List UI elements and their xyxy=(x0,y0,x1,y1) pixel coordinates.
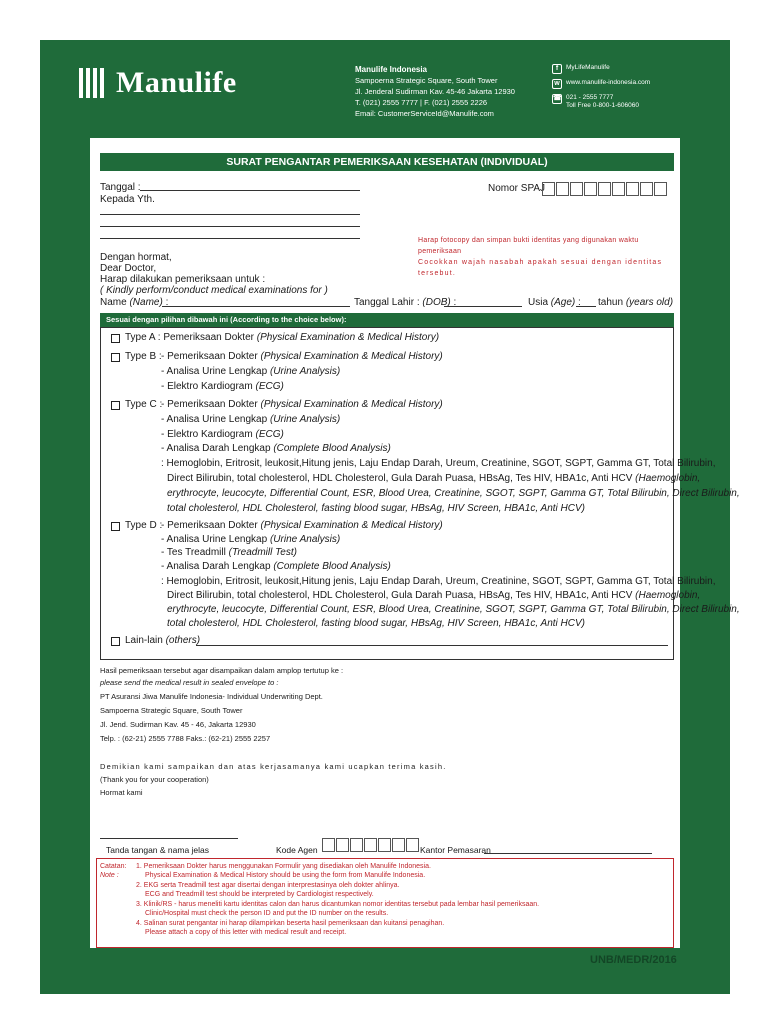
return-address: PT Asuransi Jiwa Manulife Indonesia- Individual Underwriting Dept. xyxy=(100,692,323,701)
catatan-label: Catatan: xyxy=(100,863,127,870)
name-field[interactable] xyxy=(162,306,350,307)
type-a-checkbox[interactable] xyxy=(111,334,120,343)
return-address: Sampoerna Strategic Square, South Tower xyxy=(100,706,243,715)
notice-line-1: Harap fotocopy dan simpan bukti identitas yang digunakan waktu pemeriksaan xyxy=(418,237,639,255)
header-social xyxy=(552,64,650,109)
type-d-blood-tests: Direct Bilirubin, total cholesterol, HDL Cholesterol, Gula Darah Puasa, HBsAg, Tes HIV, HBA1c, Anti HCV (Haemoglobin, xyxy=(167,590,701,601)
age-field[interactable] xyxy=(576,306,596,307)
return-contact: Telp. : (62-21) 2555 7788 Faks.: (62-21) 2555 2257 xyxy=(100,734,271,743)
type-b-item: - Pemeriksaan Dokter (Physical Examination & Medical History) xyxy=(161,351,443,362)
note-line: Please attach a copy of this letter with medical result and receipt. xyxy=(145,929,347,936)
type-d-item: - Analisa Urine Lengkap (Urine Analysis) xyxy=(161,534,341,545)
type-c-label: Type C : xyxy=(125,399,163,410)
notice-line-2: Cocokkan wajah nasabah apakah sesuai dengan identitas tersebut. xyxy=(418,259,663,277)
manulife-logo-icon xyxy=(78,68,108,98)
note-line: ECG and Treadmill test should be interpreted by Cardiologist respectively. xyxy=(145,891,374,898)
dob-field[interactable] xyxy=(444,306,522,307)
thanks-en: (Thank you for your cooperation) xyxy=(100,775,209,784)
age-unit: tahun (years old) xyxy=(598,297,674,308)
name-label: Name (Name) : xyxy=(100,297,169,308)
type-c-item: - Elektro Kardiogram (ECG) xyxy=(161,429,284,440)
left-border xyxy=(40,138,90,954)
signature-label: Tanda tangan & nama jelas xyxy=(106,845,210,855)
nomor-spaj-label: Nomor SPAJ xyxy=(488,183,546,194)
signature-line[interactable] xyxy=(100,838,238,839)
recipient-line-1[interactable] xyxy=(100,214,360,215)
others-field[interactable] xyxy=(196,645,668,646)
recipient-line-3[interactable] xyxy=(100,238,360,239)
type-d-blood-tests-en: total cholesterol, HDL Cholesterol, fasting blood sugar, HBsAg, HIV Screen, HBA1c, Anti HCV) xyxy=(167,618,585,629)
type-d-item: - Pemeriksaan Dokter (Physical Examination & Medical History) xyxy=(161,520,443,531)
type-b-label: Type B : xyxy=(125,351,162,362)
note-line: 4. Salinan surat pengantar ini harap dilampirkan beserta hasil pemeriksaan dan kuitansi penagihan. xyxy=(136,920,445,927)
phone-line: T. (021) 2555 7777 | F. (021) 2555 2226 xyxy=(355,98,488,107)
website: www.manulife-indonesia.com xyxy=(566,79,651,86)
age-label: Usia (Age) : xyxy=(528,297,581,308)
email-line: Email: CustomerServiceId@Manulife.com xyxy=(355,109,494,118)
facebook-icon: f xyxy=(552,64,562,74)
note-label: Note : xyxy=(100,872,119,879)
type-d-blood-tests: : Hemoglobin, Eritrosit, leukosit,Hitung jenis, Laju Endap Darah, Ureum, Creatinine, SGOT, SGPT, Gamma GT, Total Bilirubin, xyxy=(161,576,716,587)
company-name: Manulife Indonesia xyxy=(355,65,428,74)
agent-code-boxes[interactable] xyxy=(322,838,420,852)
type-c-item: - Analisa Darah Lengkap (Complete Blood Analysis) xyxy=(161,443,391,454)
type-d-label: Type D : xyxy=(125,520,163,531)
brand-name: Manulife xyxy=(116,66,237,99)
return-address: Jl. Jend. Sudirman Kav. 45 - 46, Jakarta 12930 xyxy=(100,720,256,729)
header-contact xyxy=(355,64,515,119)
manulife-logo xyxy=(78,66,237,100)
toll-free: Toll Free 0-800-1-606060 xyxy=(566,102,639,109)
note-line: Physical Examination & Medical History should be using the form from Manulife Indonesia. xyxy=(145,872,426,879)
result-instruction-en: please send the medical result in sealed envelope to : xyxy=(100,678,279,687)
agent-code-label: Kode Agen xyxy=(276,845,318,855)
right-border xyxy=(680,138,730,954)
result-instruction: Hasil pemeriksaan tersebut agar disampaikan dalam amplop tertutup ke : xyxy=(100,666,344,675)
globe-icon: w xyxy=(552,79,562,89)
note-line: 1. Pemeriksaan Dokter harus menggunakan Formulir yang disediakan oleh Manulife Indonesia. xyxy=(136,863,431,870)
kepada-label: Kepada Yth. xyxy=(100,194,155,205)
request-id: Harap dilakukan pemeriksaan untuk : xyxy=(100,274,266,285)
tanggal-field[interactable] xyxy=(140,190,360,191)
type-d-item: - Analisa Darah Lengkap (Complete Blood Analysis) xyxy=(161,561,391,572)
type-c-checkbox[interactable] xyxy=(111,401,120,410)
phone: 021 - 2555 7777 xyxy=(566,94,614,101)
address-line: Jl. Jenderal Sudirman Kav. 45-46 Jakarta 12930 xyxy=(355,87,515,96)
facebook-handle: MyLifeManulife xyxy=(566,64,610,71)
greeting-en: Dear Doctor, xyxy=(100,263,157,274)
type-d-blood-tests-en: erythrocyte, leucocyte, Differential Count, ESR, Blood Urea, Creatinine, SGOT, SGPT, Gamma GT, Total Bilirubin, Direct Bilirubin, xyxy=(167,604,740,615)
type-c-blood-tests-en: total cholesterol, HDL Cholesterol, fasting blood sugar, HBsAg, HIV Screen, HBA1c, Anti HCV) xyxy=(167,503,585,514)
note-line: 2. EKG serta Treadmill test agar disertai dengan interprestasinya oleh dokter ahlinya. xyxy=(136,882,400,889)
request-en: ( Kindly perform/conduct medical examinations for ) xyxy=(100,285,328,296)
recipient-line-2[interactable] xyxy=(100,226,360,227)
type-d-item: - Tes Treadmill (Treadmill Test) xyxy=(161,547,297,558)
type-b-item: - Analisa Urine Lengkap (Urine Analysis) xyxy=(161,366,341,377)
address-line: Sampoerna Strategic Square, South Tower xyxy=(355,76,498,85)
type-a-option: Type A : Pemeriksaan Dokter (Physical Examination & Medical History) xyxy=(125,332,440,343)
dob-label: Tanggal Lahir : (DOB) : xyxy=(354,297,457,308)
form-title: SURAT PENGANTAR PEMERIKSAAN KESEHATAN (INDIVIDUAL) xyxy=(100,153,674,171)
others-label: Lain-lain (others) xyxy=(125,635,201,646)
thanks-id: Demikian kami sampaikan dan atas kerjasamanya kami ucapkan terima kasih. xyxy=(100,762,447,771)
note-line: 3. Klinik/RS - harus meneliti kartu identitas calon dan harus dicantumkan nomor identitas tersebut pada lembar hasil pemeriksaan. xyxy=(136,901,540,908)
others-checkbox[interactable] xyxy=(111,637,120,646)
type-c-item: - Analisa Urine Lengkap (Urine Analysis) xyxy=(161,414,341,425)
marketing-office-label: Kantor Pemasaran xyxy=(420,845,491,855)
note-line: Clinic/Hospital must check the person ID and put the ID number on the results. xyxy=(145,910,389,917)
type-d-checkbox[interactable] xyxy=(111,522,120,531)
type-c-blood-tests: : Hemoglobin, Eritrosit, leukosit,Hitung jenis, Laju Endap Darah, Ureum, Creatinine, SGOT, SGPT, Gamma GT, Total Bilirubin, xyxy=(161,458,716,469)
tanggal-label: Tanggal : xyxy=(100,182,141,193)
type-c-blood-tests-en: erythrocyte, leucocyte, Differential Count, ESR, Blood Urea, Creatinine, SGOT, SGPT, Gamma GT, Total Bilirubin, Direct Bilirubin, xyxy=(167,488,740,499)
greeting-id: Dengan hormat, xyxy=(100,252,172,263)
type-c-blood-tests: Direct Bilirubin, total cholesterol, HDL Cholesterol, Gula Darah Puasa, HBsAg, Tes HIV, HBA1c, Anti HCV (Haemoglobin, xyxy=(167,473,701,484)
marketing-office-field[interactable] xyxy=(484,853,652,854)
type-b-item: - Elektro Kardiogram (ECG) xyxy=(161,381,284,392)
spaj-number-boxes[interactable] xyxy=(542,182,668,196)
identity-notice xyxy=(418,235,674,279)
form-code: UNB/MEDR/2016 xyxy=(590,954,677,966)
phone-icon: ☎ xyxy=(553,95,562,102)
regards: Hormat kami xyxy=(100,788,143,797)
notes-box xyxy=(96,858,674,948)
choice-bar: Sesuai dengan pilihan dibawah ini (According to the choice below): xyxy=(100,313,674,327)
type-b-checkbox[interactable] xyxy=(111,353,120,362)
type-c-item: - Pemeriksaan Dokter (Physical Examination & Medical History) xyxy=(161,399,443,410)
